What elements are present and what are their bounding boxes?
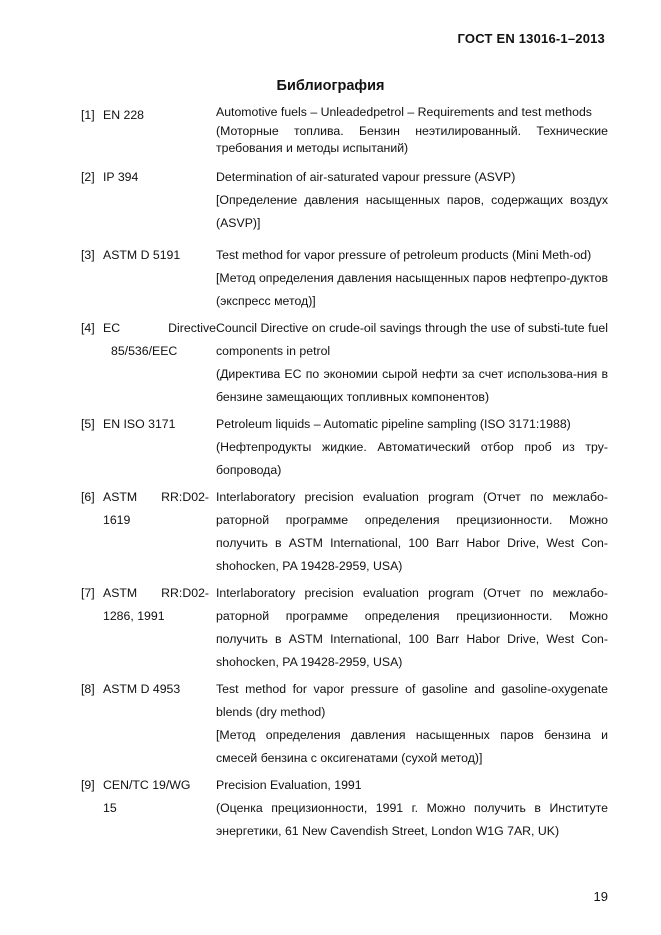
- entry-number: [6]: [81, 490, 95, 504]
- document-code: ГОСТ EN 13016-1–2013: [457, 31, 605, 46]
- entry-reference-line: ASTM RR:D02-: [103, 490, 209, 504]
- entry-english-title: Interlaboratory precision evaluation program (Отчет по межлабо-раторной программе определения прецизионности. Можно получить в ASTM International, 100 Barr Habor Drive, West Con-shohocken, PA 19428-2959, USA): [216, 490, 608, 573]
- entry-number: [8]: [81, 682, 95, 696]
- entry-reference-continuation: 1619: [103, 513, 131, 527]
- entry-russian-title: (Нефтепродукты жидкие. Автоматический отбор проб из тру-бопровода): [216, 440, 608, 477]
- entry-number: [1]: [81, 108, 95, 122]
- entry-english-title: Automotive fuels – Unleadedpetrol – Requirements and test methods: [216, 105, 592, 119]
- entry-english-title: Interlaboratory precision evaluation program (Отчет по межлабо-раторной программе определения прецизионности. Можно получить в ASTM International, 100 Barr Habor Drive, West Con-shohocken, PA 19428-2959, USA): [216, 586, 608, 669]
- entry-description: [216, 317, 608, 409]
- entry-description: [216, 774, 608, 843]
- bibliography-entry: [81, 244, 608, 313]
- entry-reference: [103, 486, 216, 578]
- entry-description: [216, 678, 608, 770]
- entry-reference-continuation: 85/536/EEC: [111, 344, 178, 358]
- entry-reference-line: CEN/TC 19/WG: [103, 778, 191, 792]
- entry-description: [216, 166, 608, 235]
- entry-reference: [103, 582, 216, 674]
- entry-description: [216, 104, 608, 157]
- entry-english-title: Determination of air-saturated vapour pressure (ASVP): [216, 170, 516, 184]
- entry-reference: ASTM D 4953: [103, 682, 181, 696]
- entry-description: [216, 413, 608, 482]
- entry-english-title: Precision Evaluation, 1991: [216, 778, 362, 792]
- page-title: Библиография: [276, 78, 385, 94]
- entry-description: [216, 582, 608, 674]
- entry-reference: ASTM D 5191: [103, 248, 181, 262]
- entry-russian-title: (Моторные топлива. Бензин неэтилированный. Технические требования и методы испытаний): [216, 124, 608, 155]
- entry-number: [5]: [81, 417, 95, 431]
- entry-number: [7]: [81, 586, 95, 600]
- entry-reference: [103, 774, 216, 843]
- bibliography-entry: [81, 317, 608, 409]
- entry-russian-title: [Определение давления насыщенных паров, содержащих воздух (ASVP)]: [216, 193, 608, 230]
- entry-reference-line: EC Directive: [103, 321, 216, 335]
- entry-number: [2]: [81, 170, 95, 184]
- entry-english-title: Test method for vapor pressure of petroleum products (Mini Meth-od): [216, 248, 592, 262]
- entry-reference-continuation: 15: [103, 801, 117, 815]
- entry-russian-title: [Метод определения давления насыщенных паров бензина и смесей бензина с оксигенатами (сухой метод)]: [216, 728, 608, 765]
- page-number: 19: [593, 889, 608, 904]
- entry-english-title: Test method for vapor pressure of gasoline and gasoline-oxygenate blends (dry method): [216, 682, 608, 719]
- entry-number: [3]: [81, 248, 95, 262]
- entry-number: [9]: [81, 778, 95, 792]
- entry-russian-title: (Оценка прецизионности, 1991 г. Можно получить в Институте энергетики, 61 New Cavendish Street, London W1G 7AR, UK): [216, 801, 608, 838]
- entry-description: [216, 486, 608, 578]
- bibliography-entry: [81, 582, 608, 674]
- entry-number: [4]: [81, 321, 95, 335]
- entry-english-title: Council Directive on crude-oil savings through the use of substi-tute fuel components in petrol: [216, 321, 608, 358]
- bibliography-entry: [81, 486, 608, 578]
- entry-russian-title: (Директива ЕС по экономии сырой нефти за счет использова-ния в бензине замещающих топливных компонентов): [216, 367, 608, 404]
- entry-reference-line: ASTM RR:D02-: [103, 586, 209, 600]
- entry-reference-continuation: 1286, 1991: [103, 609, 165, 623]
- bibliography-entry: [81, 774, 608, 843]
- bibliography-entry: [81, 166, 608, 235]
- entry-reference: EN ISO 3171: [103, 417, 176, 431]
- entry-reference: IP 394: [103, 170, 139, 184]
- bibliography-entry: [81, 413, 608, 482]
- entry-reference: [103, 317, 216, 409]
- bibliography-entry: [81, 104, 608, 157]
- bibliography-list: [81, 104, 608, 847]
- entry-english-title: Petroleum liquids – Automatic pipeline sampling (ISO 3171:1988): [216, 417, 571, 431]
- entry-russian-title: [Метод определения давления насыщенных паров нефтепро-дуктов (экспресс метод)]: [216, 271, 608, 308]
- entry-reference: EN 228: [103, 108, 145, 122]
- bibliography-entry: [81, 678, 608, 770]
- entry-description: [216, 244, 608, 313]
